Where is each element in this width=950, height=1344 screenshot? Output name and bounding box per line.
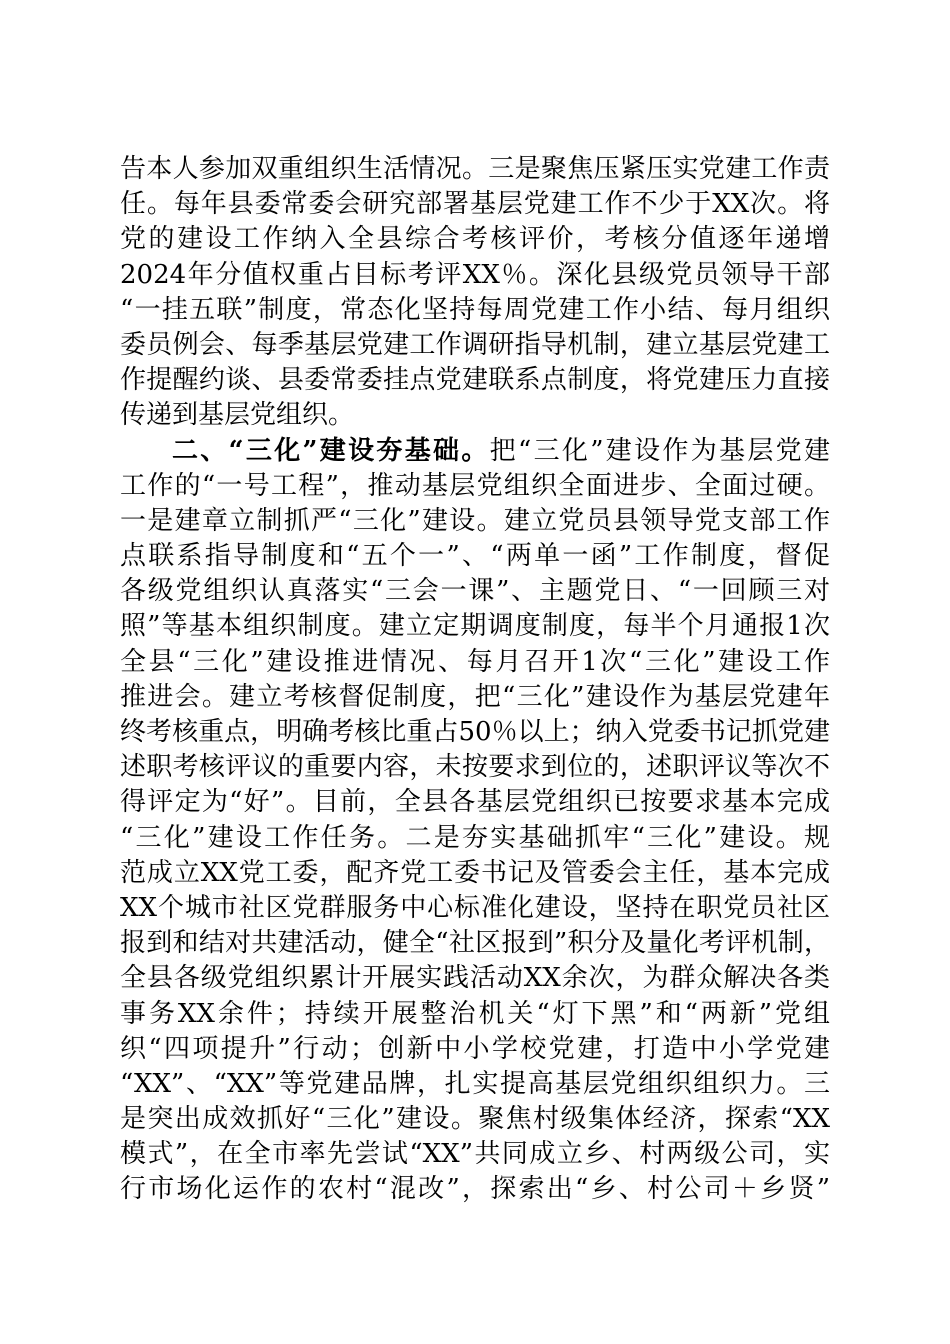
text-line: 全县各级党组织累计开展实践活动XX余次，为群众解决各类 [120, 963, 830, 994]
paragraph-heading-line [120, 434, 830, 469]
text-line: 模式”，在全市率先尝试“XX”共同成立乡、村两级公司，实 [120, 1139, 830, 1170]
section-heading: 二、“三化”建设夯基础。 [172, 435, 490, 466]
text-line: XX个城市社区党群服务中心标准化建设，坚持在职党员社区 [120, 892, 830, 923]
text-line: 一是建章立制抓严“三化”建设。建立党员县领导党支部工作 [120, 505, 830, 536]
text-line: 告本人参加双重组织生活情况。三是聚焦压紧压实党建工作责 [120, 154, 830, 184]
text-line: 委员例会、每季基层党建工作调研指导机制，建立基层党建工 [120, 329, 830, 360]
text-line: 照”等基本组织制度。建立定期调度制度，每半个月通报1次 [120, 611, 830, 642]
text-line: “三化”建设工作任务。二是夯实基础抓牢“三化”建设。规 [120, 822, 830, 853]
text-line: 党的建设工作纳入全县综合考核评价，考核分值逐年递增 [120, 224, 830, 255]
text-line: 事务XX余件；持续开展整治机关“灯下黑”和“两新”党组 [120, 998, 830, 1029]
text-line: 工作的“一号工程”，推动基层党组织全面进步、全面过硬。 [120, 470, 830, 501]
text-line: “XX”、“XX”等党建品牌，扎实提高基层党组织组织力。三 [120, 1068, 830, 1099]
text-line: 终考核重点，明确考核比重占50％以上；纳入党委书记抓党建 [120, 717, 830, 747]
paragraph-2 [120, 434, 830, 1208]
text-line: 各级党组织认真落实“三会一课”、主题党日、“一回顾三对 [120, 576, 830, 607]
paragraph-1 [120, 152, 830, 434]
heading-line-text: 把“三化”建设作为基层党建 [489, 435, 830, 466]
text-line: 2024年分值权重占目标考评XX％。深化县级党员领导干部 [120, 259, 830, 290]
text-line: 报到和结对共建活动，健全“社区报到”积分及量化考评机制， [120, 928, 830, 959]
text-line: “一挂五联”制度，常态化坚持每周党建工作小结、每月组织 [120, 294, 830, 325]
text-line: 述职考核评议的重要内容，未按要求到位的，述职评议等次不 [120, 752, 830, 783]
text-line: 行市场化运作的农村“混改”，探索出“乡、村公司＋乡贤” [120, 1174, 830, 1205]
text-line: 点联系指导制度和“五个一”、“两单一函”工作制度，督促 [120, 541, 830, 572]
text-line: 全县“三化”建设推进情况、每月召开1次“三化”建设工作 [120, 646, 830, 677]
text-line: 是突出成效抓好“三化”建设。聚焦村级集体经济，探索“XX [120, 1104, 830, 1135]
document-body [120, 152, 830, 1208]
text-line: 传递到基层党组织。 [120, 400, 355, 431]
text-line: 范成立XX党工委，配齐党工委书记及管委会主任，基本完成 [120, 857, 830, 888]
text-line: 任。每年县委常委会研究部署基层党建工作不少于XX次。将 [120, 189, 830, 220]
text-line: 推进会。建立考核督促制度，把“三化”建设作为基层党建年 [120, 681, 830, 712]
text-line: 织“四项提升”行动；创新中小学校党建，打造中小学党建 [120, 1033, 830, 1064]
text-line: 得评定为“好”。目前，全县各基层党组织已按要求基本完成 [120, 787, 830, 818]
text-line: 作提醒约谈、县委常委挂点党建联系点制度，将党建压力直接 [120, 365, 830, 396]
